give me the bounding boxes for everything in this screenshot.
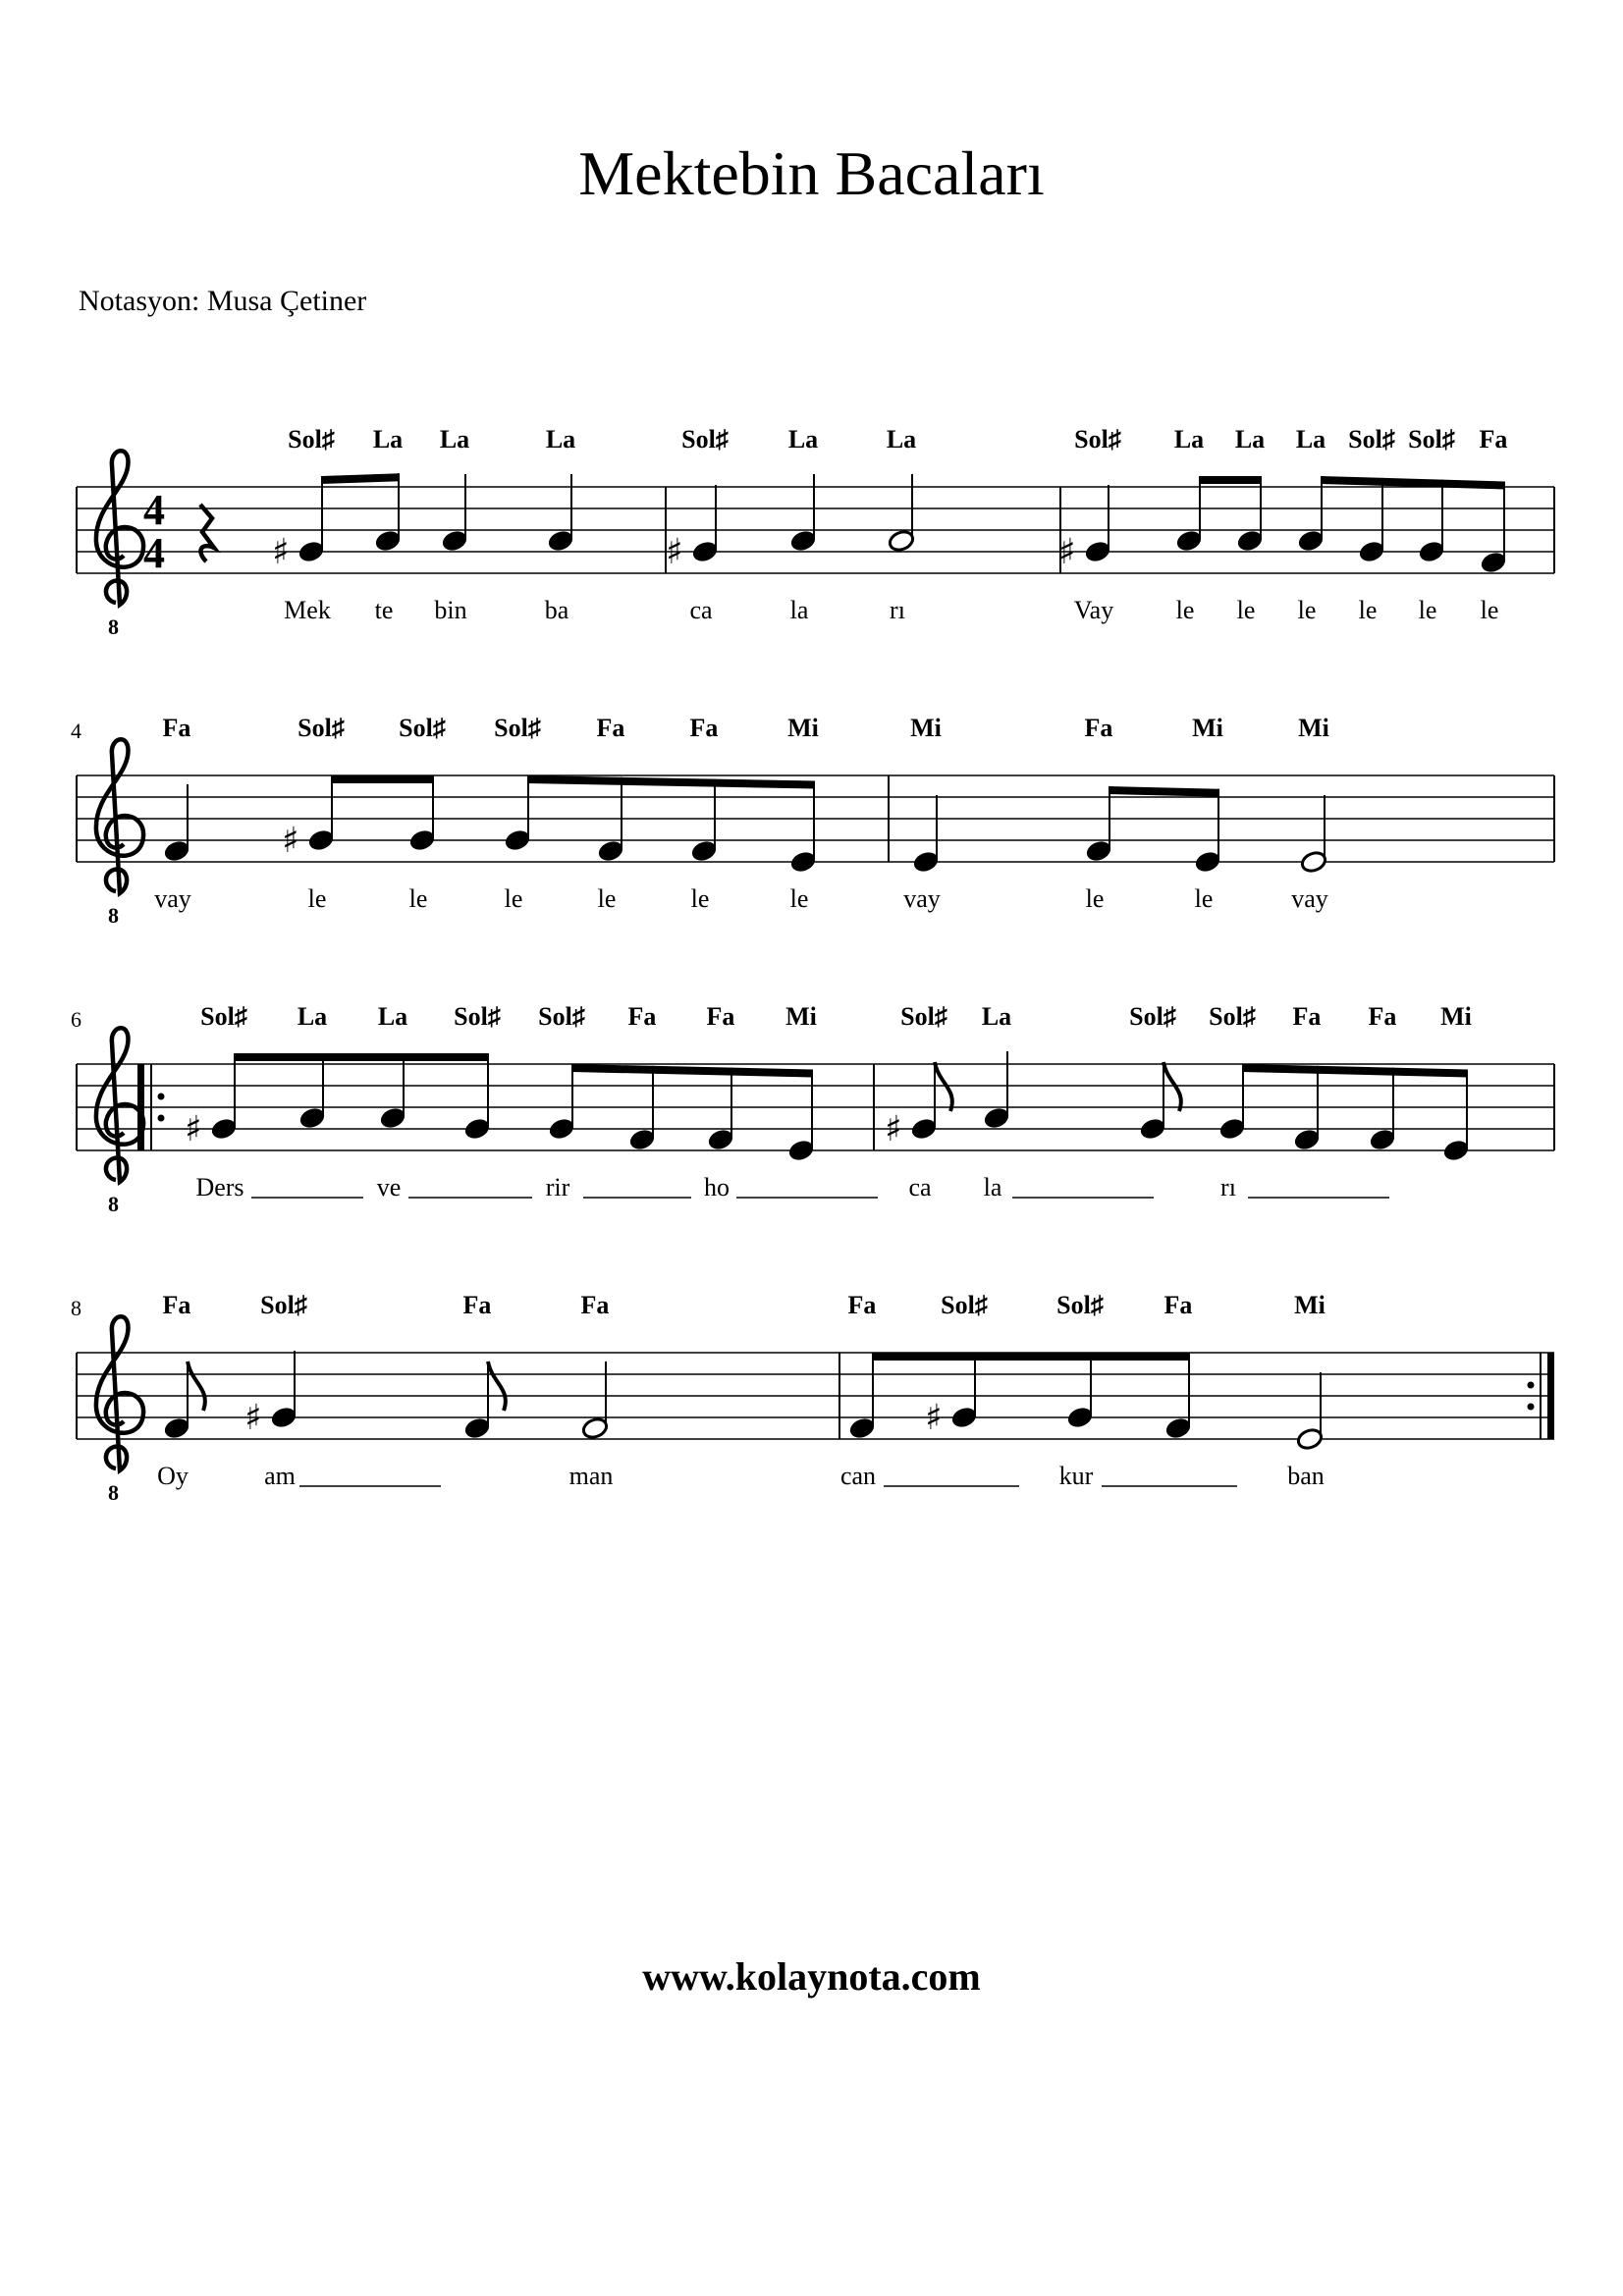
solfege-label: La bbox=[545, 425, 576, 454]
eighth-flag-icon bbox=[1163, 1062, 1181, 1111]
lyric-syllable: le bbox=[504, 884, 523, 913]
clef-octave-mark: 8 bbox=[108, 903, 119, 928]
solfege-label: Sol♯ bbox=[298, 714, 345, 742]
solfege-label: La bbox=[377, 1002, 408, 1031]
time-signature-bottom: 4 bbox=[143, 529, 165, 577]
beam bbox=[872, 1353, 1190, 1361]
beam bbox=[234, 1053, 489, 1061]
lyric-syllable: kur bbox=[1058, 1462, 1094, 1490]
lyric-syllable: le bbox=[307, 884, 327, 913]
lyric-syllable: am bbox=[264, 1462, 296, 1490]
lyric-syllable: bin bbox=[434, 596, 467, 624]
sharp-accidental-icon: ♯ bbox=[272, 532, 290, 572]
solfege-label: Sol♯ bbox=[1348, 425, 1395, 454]
lyric-syllable: le bbox=[1085, 884, 1105, 913]
solfege-label: Fa bbox=[1292, 1002, 1322, 1031]
sharp-accidental-icon: ♯ bbox=[1058, 532, 1076, 572]
website-footer: www.kolaynota.com bbox=[642, 1954, 981, 1999]
solfege-label: Fa bbox=[580, 1291, 610, 1319]
lyric-syllable: vay bbox=[154, 884, 191, 913]
lyric-syllable: Mek bbox=[284, 596, 331, 624]
lyric-syllable: le bbox=[690, 884, 710, 913]
solfege-label: Sol♯ bbox=[288, 425, 335, 454]
repeat-dot bbox=[158, 1094, 165, 1100]
solfege-label: La bbox=[439, 425, 470, 454]
solfege-label: Fa bbox=[1479, 425, 1508, 454]
solfege-label: Sol♯ bbox=[399, 714, 446, 742]
sharp-accidental-icon: ♯ bbox=[925, 1398, 943, 1438]
solfege-label: Sol♯ bbox=[681, 425, 729, 454]
solfege-label: Fa bbox=[162, 1291, 191, 1319]
lyric-syllable: vay bbox=[903, 884, 941, 913]
sharp-accidental-icon: ♯ bbox=[244, 1398, 262, 1438]
repeat-dot bbox=[158, 1115, 165, 1122]
solfege-label: La bbox=[1173, 425, 1205, 454]
solfege-label: Sol♯ bbox=[900, 1002, 947, 1031]
solfege-label: Sol♯ bbox=[941, 1291, 988, 1319]
treble-clef-icon bbox=[96, 1316, 143, 1470]
solfege-label: Sol♯ bbox=[454, 1002, 501, 1031]
beam bbox=[1109, 786, 1219, 797]
solfege-label: Fa bbox=[596, 714, 625, 742]
sharp-accidental-icon: ♯ bbox=[282, 821, 299, 861]
solfege-label: Fa bbox=[1163, 1291, 1193, 1319]
lyric-syllable: Ders bbox=[195, 1173, 244, 1201]
solfege-label: La bbox=[886, 425, 917, 454]
solfege-label: Mi bbox=[785, 1002, 817, 1031]
lyric-syllable: rı bbox=[1220, 1173, 1236, 1201]
lyric-syllable: can bbox=[839, 1462, 877, 1490]
lyric-syllable: ve bbox=[376, 1173, 402, 1201]
solfege-label: Fa bbox=[462, 1291, 492, 1319]
solfege-label: Sol♯ bbox=[1209, 1002, 1256, 1031]
lyric-syllable: te bbox=[374, 596, 394, 624]
lyric-syllable: ho bbox=[704, 1173, 730, 1201]
lyric-syllable: Vay bbox=[1073, 596, 1114, 624]
eighth-flag-icon bbox=[188, 1362, 205, 1411]
solfege-label: Sol♯ bbox=[1056, 1291, 1104, 1319]
eighth-flag-icon bbox=[935, 1062, 952, 1111]
solfege-label: La bbox=[787, 425, 819, 454]
lyric-syllable: le bbox=[1175, 596, 1195, 624]
clef-octave-mark: 8 bbox=[108, 614, 119, 639]
solfege-label: La bbox=[981, 1002, 1012, 1031]
measure-number: 6 bbox=[71, 1007, 81, 1032]
clef-octave-mark: 8 bbox=[108, 1480, 119, 1505]
measure-number: 4 bbox=[71, 719, 81, 743]
repeat-dot bbox=[1528, 1382, 1535, 1389]
beam bbox=[571, 1064, 813, 1078]
solfege-label: La bbox=[1295, 425, 1326, 454]
repeat-start-thick-bar bbox=[137, 1064, 144, 1150]
lyric-syllable: man bbox=[568, 1462, 614, 1490]
lyric-syllable: rir bbox=[545, 1173, 570, 1201]
lyric-syllable: ca bbox=[908, 1173, 932, 1201]
solfege-label: Sol♯ bbox=[200, 1002, 247, 1031]
repeat-end-thick-bar bbox=[1547, 1353, 1554, 1439]
sharp-accidental-icon: ♯ bbox=[885, 1109, 902, 1149]
time-signature-top: 4 bbox=[143, 486, 165, 534]
lyric-syllable: le bbox=[789, 884, 809, 913]
treble-clef-icon bbox=[96, 451, 143, 605]
solfege-label: La bbox=[372, 425, 404, 454]
treble-clef-icon bbox=[96, 739, 143, 893]
repeat-dot bbox=[1528, 1404, 1535, 1411]
solfege-label: Mi bbox=[1298, 714, 1329, 742]
lyric-syllable: vay bbox=[1291, 884, 1328, 913]
lyric-syllable: le bbox=[597, 884, 617, 913]
composer-credit: Notasyon: Musa Çetiner bbox=[79, 285, 367, 317]
lyric-syllable: le bbox=[1480, 596, 1499, 624]
solfege-label: Sol♯ bbox=[1074, 425, 1121, 454]
lyric-syllable: ban bbox=[1287, 1462, 1325, 1490]
lyric-syllable: le bbox=[1194, 884, 1214, 913]
beam bbox=[331, 775, 434, 783]
measure-number: 8 bbox=[71, 1296, 81, 1320]
lyric-syllable: le bbox=[1358, 596, 1378, 624]
solfege-label: Mi bbox=[787, 714, 819, 742]
solfege-label: La bbox=[297, 1002, 328, 1031]
lyric-syllable: ba bbox=[544, 596, 569, 624]
sharp-accidental-icon: ♯ bbox=[666, 532, 683, 572]
solfege-label: Fa bbox=[162, 714, 191, 742]
beam bbox=[321, 473, 400, 484]
eighth-flag-icon bbox=[488, 1362, 506, 1411]
beam bbox=[1242, 1064, 1468, 1078]
solfege-label: Fa bbox=[627, 1002, 657, 1031]
solfege-label: Fa bbox=[706, 1002, 735, 1031]
lyric-syllable: Oy bbox=[157, 1462, 189, 1490]
solfege-label: Sol♯ bbox=[1129, 1002, 1176, 1031]
lyric-syllable: la bbox=[789, 596, 809, 624]
solfege-label: Mi bbox=[1192, 714, 1223, 742]
sharp-accidental-icon: ♯ bbox=[185, 1109, 202, 1149]
quarter-rest-icon bbox=[200, 505, 214, 561]
solfege-label: La bbox=[1234, 425, 1266, 454]
lyric-syllable: la bbox=[983, 1173, 1002, 1201]
solfege-label: Fa bbox=[847, 1291, 877, 1319]
lyric-syllable: le bbox=[1297, 596, 1317, 624]
solfege-label: Mi bbox=[1440, 1002, 1472, 1031]
page-title: Mektebin Bacaları bbox=[578, 138, 1045, 208]
solfege-label: Fa bbox=[689, 714, 719, 742]
solfege-label: Sol♯ bbox=[1408, 425, 1455, 454]
treble-clef-icon bbox=[96, 1028, 143, 1182]
solfege-label: Sol♯ bbox=[538, 1002, 585, 1031]
lyric-syllable: le bbox=[408, 884, 428, 913]
solfege-label: Sol♯ bbox=[260, 1291, 307, 1319]
beam bbox=[1199, 476, 1262, 484]
lyric-syllable: le bbox=[1418, 596, 1437, 624]
solfege-label: Mi bbox=[910, 714, 942, 742]
lyric-syllable: le bbox=[1236, 596, 1256, 624]
solfege-label: Fa bbox=[1368, 1002, 1397, 1031]
beam bbox=[527, 775, 815, 789]
solfege-label: Mi bbox=[1294, 1291, 1325, 1319]
lyric-syllable: rı bbox=[890, 596, 905, 624]
clef-octave-mark: 8 bbox=[108, 1192, 119, 1216]
solfege-label: Fa bbox=[1084, 714, 1113, 742]
solfege-label: Sol♯ bbox=[494, 714, 541, 742]
lyric-syllable: ca bbox=[689, 596, 713, 624]
